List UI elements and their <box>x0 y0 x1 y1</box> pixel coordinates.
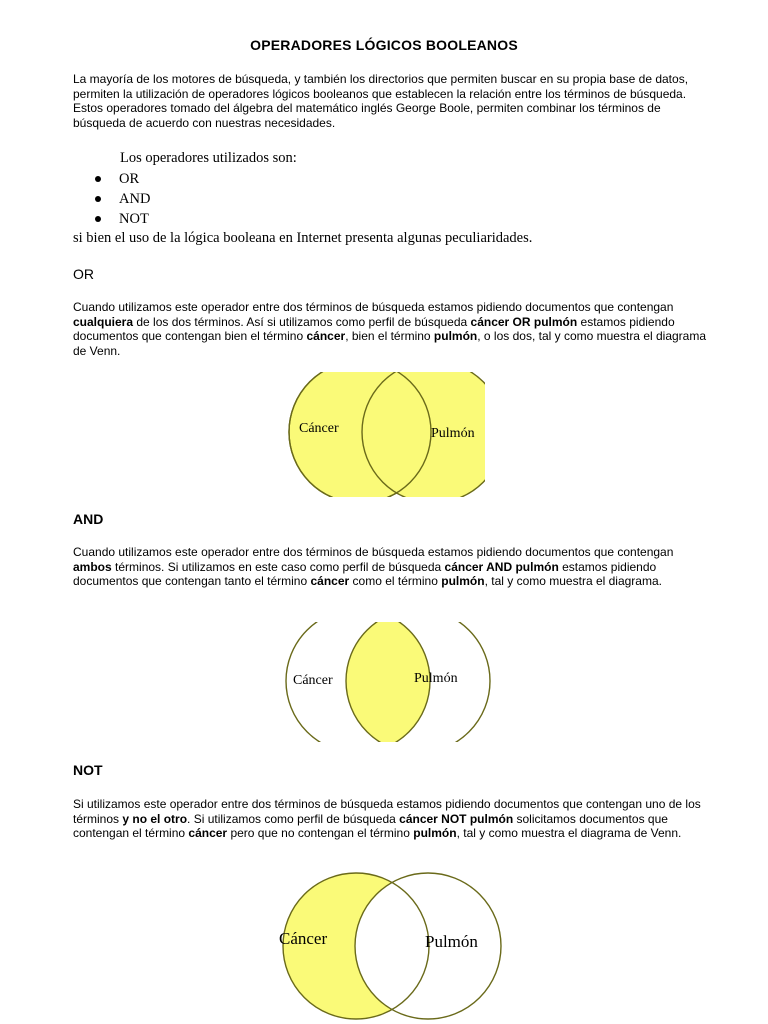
not-heading: NOT <box>73 762 103 778</box>
and-heading: AND <box>73 511 104 527</box>
and-venn-diagram <box>280 622 495 742</box>
operators-intro: Los operadores utilizados son: <box>120 150 297 166</box>
list-item <box>95 189 150 209</box>
operators-list <box>95 169 150 229</box>
bullet-icon <box>95 196 101 202</box>
bullet-icon <box>95 216 101 222</box>
bullet-icon <box>95 176 101 182</box>
venn-right-label: Pulmón <box>414 671 458 686</box>
page-title: OPERADORES LÓGICOS BOOLEANOS <box>250 37 518 53</box>
not-venn-diagram <box>265 872 510 1022</box>
or-heading: OR <box>73 266 94 282</box>
list-item <box>95 169 150 189</box>
not-paragraph: Si utilizamos este operador entre dos términos de búsqueda estamos pidiendo documentos que contengan uno de los términos y no el otro. Si utilizamos como perfil de búsqueda cáncer NOT pulmón solicitamos documentos que contengan el término cáncer pero que no contengan el término pulmón, tal y como muestra el diagrama de Venn. <box>73 797 701 840</box>
operator-and: AND <box>119 191 151 207</box>
list-item <box>95 209 150 229</box>
venn-left-label: Cáncer <box>279 929 328 948</box>
operators-note: si bien el uso de la lógica booleana en Internet presenta algunas peculiaridades. <box>73 230 533 246</box>
venn-left-label: Cáncer <box>299 421 339 436</box>
venn-right-label: Pulmón <box>431 426 475 441</box>
or-paragraph: Cuando utilizamos este operador entre dos términos de búsqueda estamos pidiendo documentos que contengan cualquiera de los dos términos. Así si utilizamos como perfil de búsqueda cáncer OR pulmón estamos pidiendo documentos que contengan bien el término cáncer, bien el término pulmón, o los dos, tal y como muestra el diagrama de Venn. <box>73 300 707 358</box>
and-paragraph: Cuando utilizamos este operador entre dos términos de búsqueda estamos pidiendo documentos que contengan ambos términos. Si utilizamos en este caso como perfil de búsqueda cáncer AND pulmón estamos pidiendo documentos que contengan tanto el término cáncer como el término pulmón, tal y como muestra el diagrama. <box>73 545 674 588</box>
venn-left-label: Cáncer <box>293 673 333 688</box>
or-venn-diagram <box>285 372 485 497</box>
intro-paragraph: La mayoría de los motores de búsqueda, y también los directorios que permiten buscar en su propia base de datos, permiten la utilización de operadores lógicos booleanos que establecen la relación entre los términos de búsqueda. Estos operadores tomado del álgebra del matemático inglés George Boole, permiten combinar los términos de búsqueda de acuerdo con nuestras necesidades. <box>73 72 689 130</box>
operator-or: OR <box>119 171 140 187</box>
operator-not: NOT <box>119 211 149 227</box>
venn-right-label: Pulmón <box>425 932 478 951</box>
